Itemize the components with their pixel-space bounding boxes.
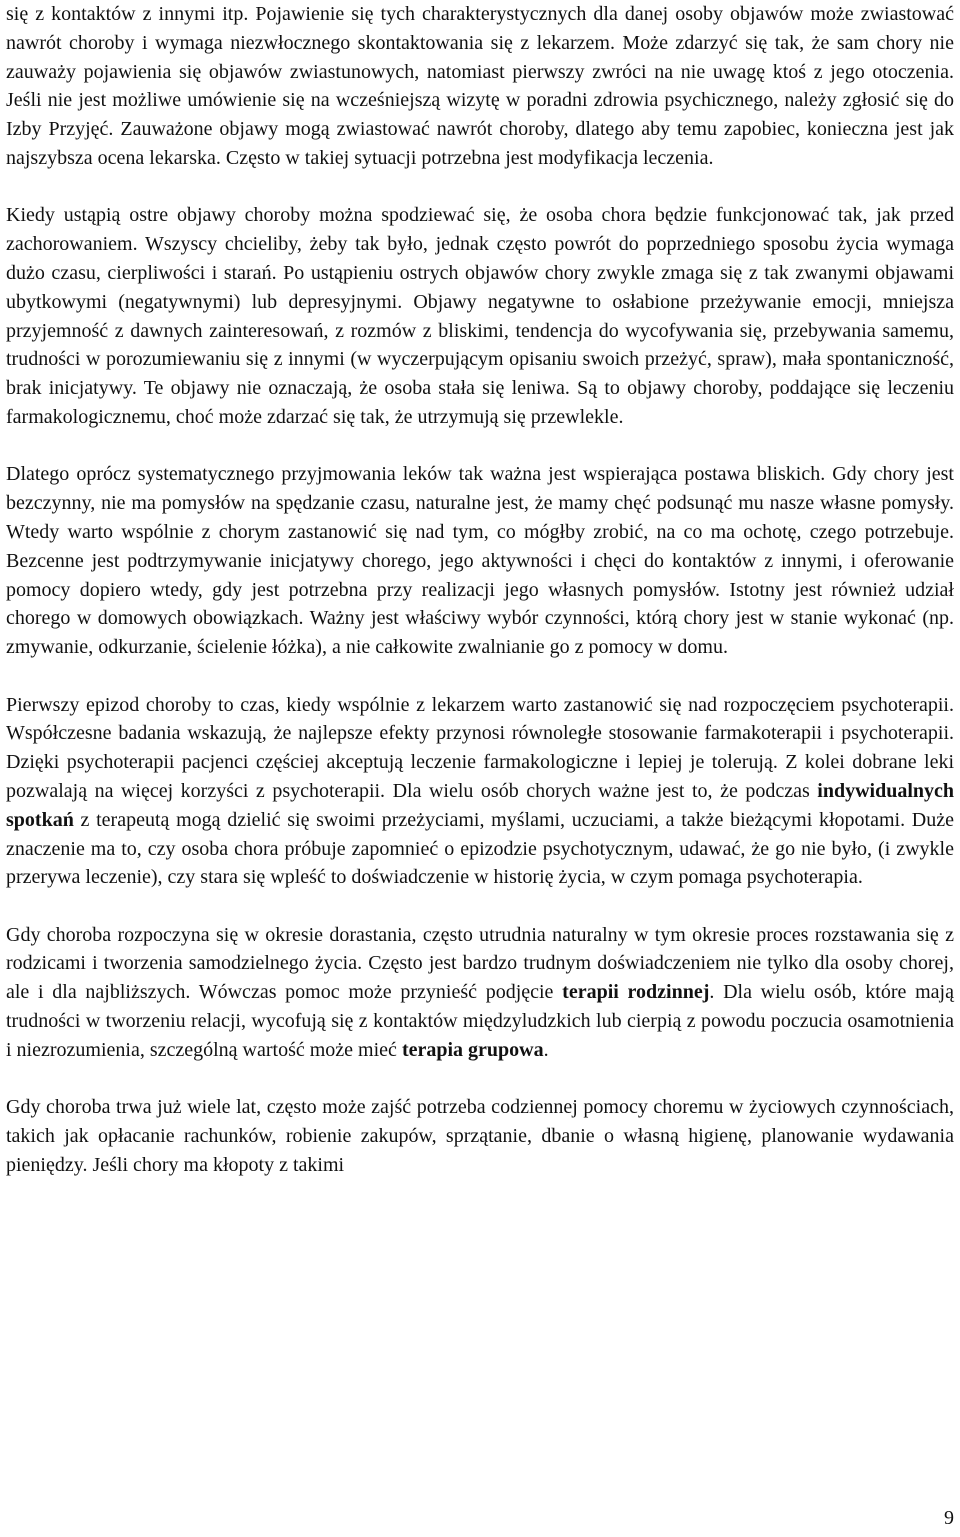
- paragraph-text: .: [543, 1038, 549, 1061]
- paragraph-daily-help: [6, 1093, 954, 1179]
- bold-term-individual-sessions: indywidualnych spotkań: [6, 779, 954, 831]
- paragraph-text: Gdy choroba trwa już wiele lat, często może zajść potrzeba codziennej pomocy choremu w życiowych czynnościach, takich jak opłacanie rachunków, robienie zakupów, sprzątanie, dbanie o własną higienę, planowanie wydawania pieniędzy. Jeśli chory ma kłopoty z takimi: [6, 1096, 954, 1176]
- paragraph-text: Kiedy ustąpią ostre objawy choroby można spodziewać się, że osoba chora będzie funkcjonować tak, jak przed zachorowaniem. Wszyscy chcieliby, żeby tak było, jednak często powrót do poprzedniego sposobu życia wymaga dużo czasu, cierpliwości i starań. Po ustąpieniu ostrych objawów chory zwykle zmaga się z tak zwanymi objawami ubytkowymi (negatywnymi) lub depresyjnymi. Objawy negatywne to osłabione przeżywanie emocji, mniejsza przyjemność z dawnych zainteresowań, z rozmów z bliskimi, tendencja do wycofywania się, przebywania samemu, trudności w porozumiewaniu się z innymi (w wyczerpującym opisaniu swoich przeżyć, spraw), mała spontaniczność, brak inicjatywy. Te objawy nie oznaczają, że osoba stała się leniwa. Są to objawy choroby, poddające się leczeniu farmakologicznemu, choć może zdarzać się tak, że utrzymują się przewlekle.: [6, 204, 954, 428]
- paragraph-family-support: [6, 460, 954, 662]
- paragraph-psychotherapy: [6, 691, 954, 893]
- bold-term-family-therapy: terapii rodzinnej: [562, 981, 710, 1004]
- paragraph-text: z terapeutą mogą dzielić się swoimi przeżyciami, myślami, uczuciami, a także bieżącymi kłopotami. Duże znaczenie ma to, czy osoba chora próbuje zapomnieć o epizodzie psychotycznym, udawać, że go nie było, (i zwykle przerywa leczenie), czy stara się wpleść to doświadczenie w historię życia, w czym pomaga psychoterapia.: [6, 808, 954, 889]
- paragraph-text: . Dla wielu osób, które mają trudności w tworzeniu relacji, wycofują się z kontaktów międzyludzkich lub cierpią z powodu poczucia osamotnienia i niezrozumienia, szczególną wartość może mieć: [6, 981, 954, 1061]
- paragraph-negative-symptoms: [6, 201, 954, 431]
- paragraph-text: Pierwszy epizod choroby to czas, kiedy wspólnie z lekarzem warto zastanowić się nad rozpoczęciem psychoterapii. Współczesne badania wskazują, że najlepsze efekty przynosi równoległe stosowanie farmakoterapii i psychoterapii. Dzięki psychoterapii pacjenci częściej akceptują leczenie farmakologiczne i lepiej je tolerują. Z kolei dobrane leki pozwalają na więcej korzyści z psychoterapii. Dla wielu osób chorych ważne jest to, że podczas: [6, 693, 954, 802]
- paragraph-text: Gdy choroba rozpoczyna się w okresie dorastania, często utrudnia naturalny w tym okresie proces rozstawania się z rodzicami i tworzenia samodzielnego życia. Często jest bardzo trudnym doświadczeniem nie tylko dla osoby chorej, ale i dla najbliższych. Wówczas pomoc może przynieść podjęcie: [6, 923, 954, 1004]
- paragraph-text: Dlatego oprócz systematycznego przyjmowania leków tak ważna jest wspierająca postawa bliskich. Gdy chory jest bezczynny, nie ma pomysłów na spędzanie czasu, naturalne jest, że mamy chęć podsunąć mu nasze własne pomysły. Wtedy warto wspólnie z chorym zastanowić się nad tym, co mógłby zrobić, na co ma ochotę, czego potrzebuje. Bezcenne jest podtrzymywanie inicjatywy chorego, jego aktywności i chęci do kontaktów z innymi, i oferowanie pomocy dopiero wtedy, gdy jest potrzebna przy realizacji jego własnych pomysłów. Istotny jest również udział chorego w domowych obowiązkach. Ważny jest właściwy wybór czynności, którą chory jest w stanie wykonać (np. zmywanie, odkurzanie, ścielenie łóżka), a nie całkowite zwalnianie go z pomocy w domu.: [6, 463, 954, 659]
- paragraph-text: się z kontaktów z innymi itp. Pojawienie się tych charakterystycznych dla danej osoby objawów może zwiastować nawrót choroby i wymaga niezwłocznego skontaktowania się z lekarzem. Może zdarzyć się tak, że sam chory nie zauważy pojawienia się objawów zwiastunowych, natomiast pierwszy zwróci na nie uwagę ktoś z jego otoczenia. Jeśli nie jest możliwe umówienie się na wcześniejszą wizytę w poradni zdrowia psychicznego, należy zgłosić się do Izby Przyjęć. Zauważone objawy mogą zwiastować nawrót choroby, dlatego aby temu zapobiec, konieczna jest jak najszybsza ocena lekarska. Często w takiej sytuacji potrzebna jest modyfikacja leczenia.: [6, 3, 954, 169]
- paragraph-family-and-group-therapy: [6, 921, 954, 1065]
- document-page: [6, 0, 954, 1208]
- paragraph-warning-signs: [6, 0, 954, 173]
- page-number: 9: [944, 1507, 954, 1529]
- bold-term-group-therapy: terapia grupowa: [401, 1038, 544, 1061]
